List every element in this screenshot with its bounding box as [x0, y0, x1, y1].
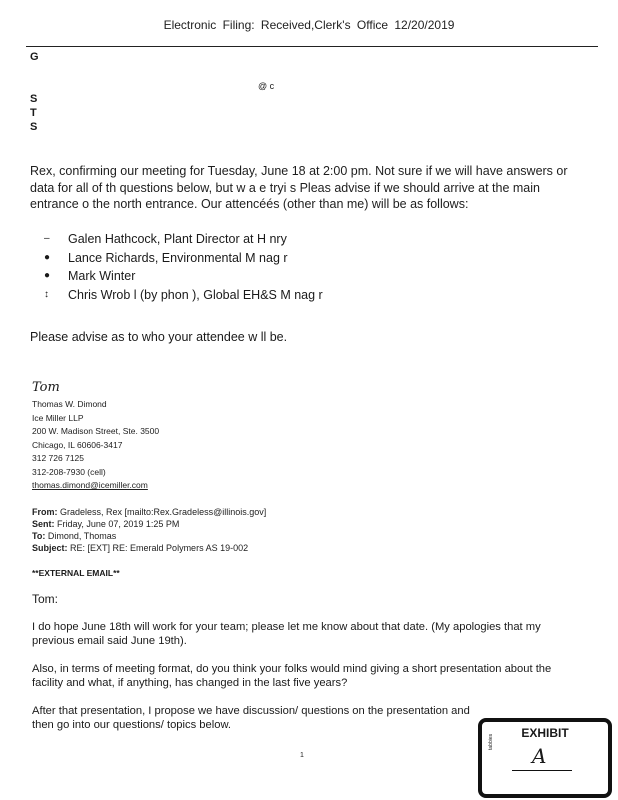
sent-value: Friday, June 07, 2019 1:25 PM: [57, 519, 180, 529]
exhibit-stamp: [478, 718, 612, 798]
from-label: From:: [32, 507, 58, 517]
sig-phone: 312 726 7125: [32, 453, 84, 463]
email-paragraph-1: I do hope June 18th will work for your team; please let me know about that date. (My apologies that my previous email said June 19th).: [32, 621, 541, 647]
header-letter-s1: S: [30, 93, 38, 105]
sig-name: Thomas W. Dimond: [32, 399, 107, 409]
sig-firm: Ice Miller LLP: [32, 412, 84, 423]
header-letter-s2: S: [30, 121, 38, 133]
signature-script-name: Tom: [32, 380, 60, 395]
subject-value: RE: [EXT] RE: Emerald Polymers AS 19-002: [70, 543, 249, 553]
header-letter-g: G: [30, 51, 39, 63]
subject-label: Subject:: [32, 543, 68, 553]
intro-paragraph: Rex, confirming our meeting for Tuesday, June 18 at 2:00 pm. Not sure if we will have answers or data for all of th questions below, but w a e tryi s Pleas advise if we should arrive at the main entrance o the north entrance. Our attencéés (other than me) will be as follows:: [30, 164, 568, 211]
email-paragraph-3: After that presentation, I propose we have discussion/ questions on the presentation and then go into our questions/ topics below.: [32, 705, 470, 731]
from-value: Gradeless, Rex [mailto:Rex.Gradeless@illinois.gov]: [60, 507, 267, 517]
exhibit-underline: [512, 770, 572, 771]
bullet-icon: ↕: [44, 288, 49, 300]
advise-line: Please advise as to who your attendee w ll be.: [30, 330, 288, 344]
sig-address1: 200 W. Madison Street, Ste. 3500: [32, 426, 160, 436]
external-email-banner: **EXTERNAL EMAIL**: [32, 568, 120, 578]
redacted-header-block: [26, 46, 598, 135]
sig-cell: 312-208-7930 (cell): [32, 466, 106, 477]
exhibit-vendor-text: tabbies: [488, 733, 494, 750]
sig-email-link[interactable]: thomas.dimond@icemiller.com: [32, 480, 148, 490]
signature-block: [32, 398, 159, 493]
to-value: Dimond, Thomas: [47, 531, 117, 541]
sent-label: Sent:: [32, 519, 55, 529]
sig-address2: Chicago, IL 60606-3417: [32, 439, 123, 450]
bullet-icon: ●: [44, 251, 51, 263]
redacted-mark: @ c: [258, 81, 275, 91]
attendee-name: Chris Wrob l (by phon ), Global EH&S M nag r: [68, 287, 323, 302]
forward-meta: [32, 506, 266, 554]
attendee-name: Lance Richards, Environmental M nag r: [68, 250, 288, 265]
exhibit-label: EXHIBIT: [521, 726, 569, 740]
header-letter-t: T: [30, 107, 37, 119]
list-item: [44, 267, 323, 286]
email-greeting: Tom:: [32, 592, 59, 606]
attendee-list: [44, 230, 323, 304]
attendee-name: Mark Winter: [68, 269, 136, 283]
filing-header: Electronic Filing: Received,Clerk's Office 12/20/2019: [163, 18, 455, 32]
bullet-icon: ●: [44, 270, 51, 281]
list-item: [44, 286, 323, 305]
email-paragraph-2: Also, in terms of meeting format, do you think your folks would mind giving a short presentation about the facility and what, if anything, has changed in the last five years?: [32, 663, 552, 689]
to-label: To:: [32, 531, 46, 541]
page-number: 1: [300, 752, 304, 759]
bullet-icon: –: [44, 233, 50, 244]
attendee-name: Galen Hathcock, Plant Director at H nry: [68, 232, 287, 246]
list-item: [44, 230, 323, 249]
list-item: [44, 249, 323, 268]
exhibit-letter: A: [532, 744, 547, 768]
